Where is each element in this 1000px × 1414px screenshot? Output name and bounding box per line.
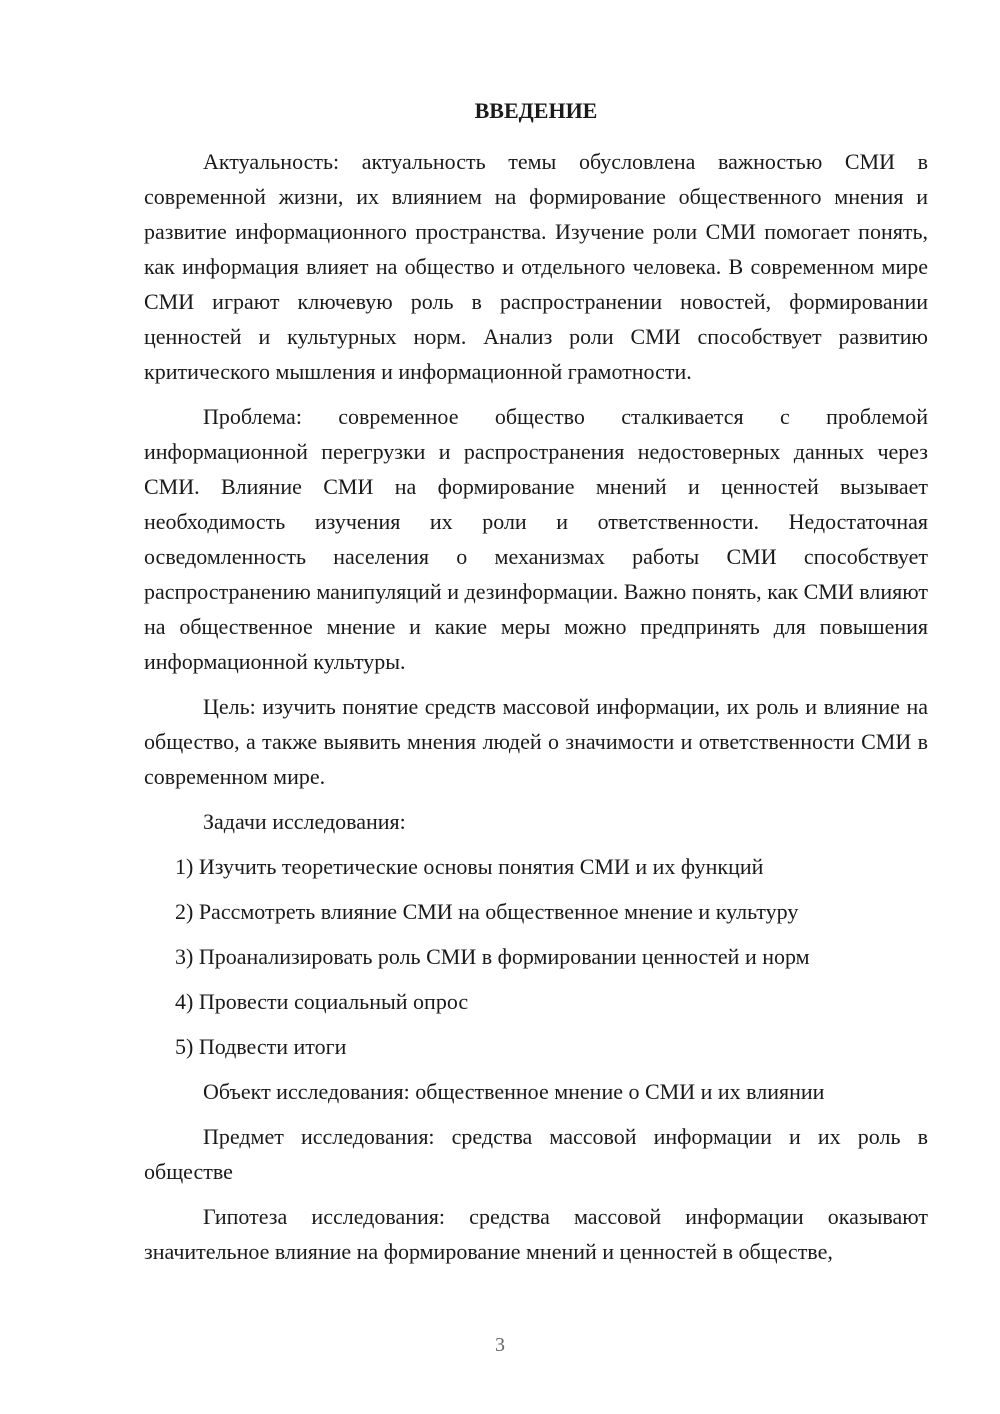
document-page bbox=[144, 96, 928, 1279]
tasks-heading: Задачи исследования: bbox=[203, 809, 406, 834]
list-item: 5) Подвести итоги bbox=[175, 1034, 347, 1059]
paragraph-relevance: Актуальность: актуальность темы обусловлена важностью СМИ в современной жизни, их влиянием на формирование общественного мнения и развитие информационного пространства. Изучение роли СМИ помогает понять, как информация влияет на общество и отдельного человека. В современном мире СМИ играют ключевую роль в распространении новостей, формировании ценностей и культурных норм. Анализ роли СМИ способствует развитию критического мышления и информационной грамотности. bbox=[144, 149, 928, 384]
paragraph-subject: Предмет исследования: средства массовой информации и их роль в обществе bbox=[144, 1124, 928, 1184]
paragraph-goal: Цель: изучить понятие средств массовой информации, их роль и влияние на общество, а также выявить мнения людей о значимости и ответственности СМИ в современном мире. bbox=[144, 694, 928, 789]
paragraph-hypothesis: Гипотеза исследования: средства массовой информации оказывают значительное влияние на формирование мнений и ценностей в обществе, bbox=[144, 1204, 928, 1264]
paragraph-problem: Проблема: современное общество сталкивается с проблемой информационной перегрузки и распространения недостоверных данных через СМИ. Влияние СМИ на формирование мнений и ценностей вызывает необходимость изучения их роли и ответственности. Недостаточная осведомленность населения о механизмах работы СМИ способствует распространению манипуляций и дезинформации. Важно понять, как СМИ влияют на общественное мнение и какие меры можно предпринять для повышения информационной культуры. bbox=[144, 404, 928, 674]
list-item: 4) Провести социальный опрос bbox=[175, 989, 469, 1014]
list-item: 2) Рассмотреть влияние СМИ на общественное мнение и культуру bbox=[175, 899, 799, 924]
list-item: 3) Проанализировать роль СМИ в формировании ценностей и норм bbox=[175, 944, 810, 969]
tasks-list bbox=[144, 849, 928, 1064]
list-item: 1) Изучить теоретические основы понятия СМИ и их функций bbox=[175, 854, 764, 879]
page-number: 3 bbox=[495, 1334, 505, 1356]
page-title: ВВЕДЕНИЕ bbox=[474, 98, 598, 123]
paragraph-object: Объект исследования: общественное мнение о СМИ и их влиянии bbox=[203, 1079, 825, 1104]
